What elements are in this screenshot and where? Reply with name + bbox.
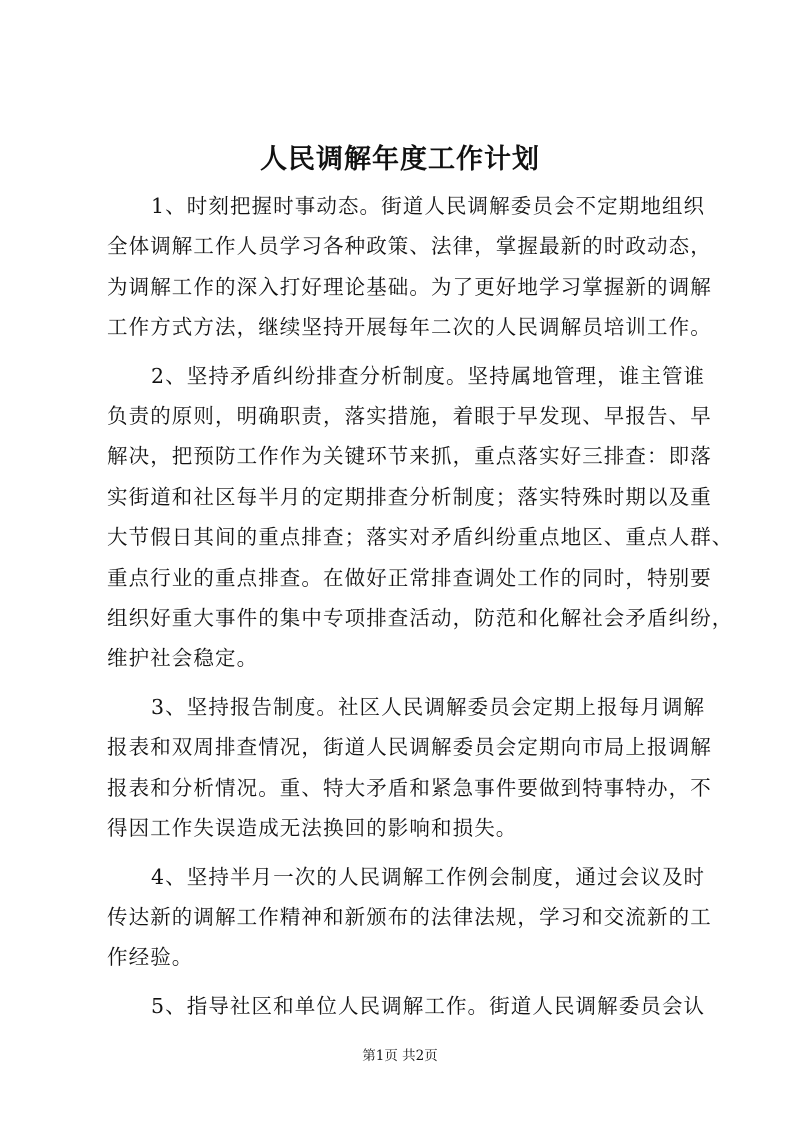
paragraph-line: 作经验。	[107, 945, 194, 970]
paragraph-line: 报表和双周排查情况，街道人民调解委员会定期向市局上报调解	[107, 735, 712, 760]
paragraph-line: 重点行业的重点排查。在做好正常排查调处工作的同时，特别要	[107, 565, 712, 590]
paragraph-line: 得因工作失误造成无法换回的影响和损失。	[107, 816, 518, 841]
paragraph-5	[107, 986, 706, 1026]
paragraph-line: 解决，把预防工作作为关键环节来抓，重点落实好三排查：即落	[107, 444, 712, 469]
paragraph-line: 维护社会稳定。	[107, 646, 259, 671]
paragraph-line: 5、指导社区和单位人民调解工作。街道人民调解委员会认	[151, 993, 706, 1018]
page-footer: 第1页 共2页	[362, 1048, 438, 1064]
paragraph-line: 1、时刻把握时事动态。街道人民调解委员会不定期地组织	[151, 194, 706, 218]
paragraph-line: 负责的原则，明确职责，落实措施，着眼于早发现、早报告、早	[107, 404, 712, 429]
paragraph-line: 工作方式方法，继续坚持开展每年二次的人民调解员培训工作。	[107, 315, 712, 340]
paragraph-3	[107, 687, 712, 849]
paragraph-4	[107, 857, 712, 978]
paragraph-line: 4、坚持半月一次的人民调解工作例会制度，通过会议及时	[151, 864, 706, 889]
paragraph-line: 为调解工作的深入打好理论基础。为了更好地学习掌握新的调解	[107, 274, 712, 299]
document-body	[107, 186, 734, 1026]
paragraph-line: 传达新的调解工作精神和新颁布的法律法规，学习和交流新的工	[107, 904, 712, 929]
paragraph-line: 大节假日其间的重点排查；落实对矛盾纠纷重点地区、重点人群、	[107, 525, 734, 550]
paragraph-1	[107, 186, 712, 348]
paragraph-line: 2、坚持矛盾纠纷排查分析制度。坚持属地管理，谁主管谁	[151, 363, 706, 388]
paragraph-line: 3、坚持报告制度。社区人民调解委员会定期上报每月调解	[151, 694, 706, 719]
paragraph-line: 全体调解工作人员学习各种政策、法律，掌握最新的时政动态，	[107, 234, 712, 259]
document-title: 人民调解年度工作计划	[260, 144, 540, 175]
paragraph-line: 实街道和社区每半月的定期排查分析制度；落实特殊时期以及重	[107, 484, 712, 509]
paragraph-line: 报表和分析情况。重、特大矛盾和紧急事件要做到特事特办，不	[107, 775, 712, 800]
paragraph-line: 组织好重大事件的集中专项排查活动，防范和化解社会矛盾纠纷，	[107, 606, 734, 631]
paragraph-2	[107, 356, 734, 679]
